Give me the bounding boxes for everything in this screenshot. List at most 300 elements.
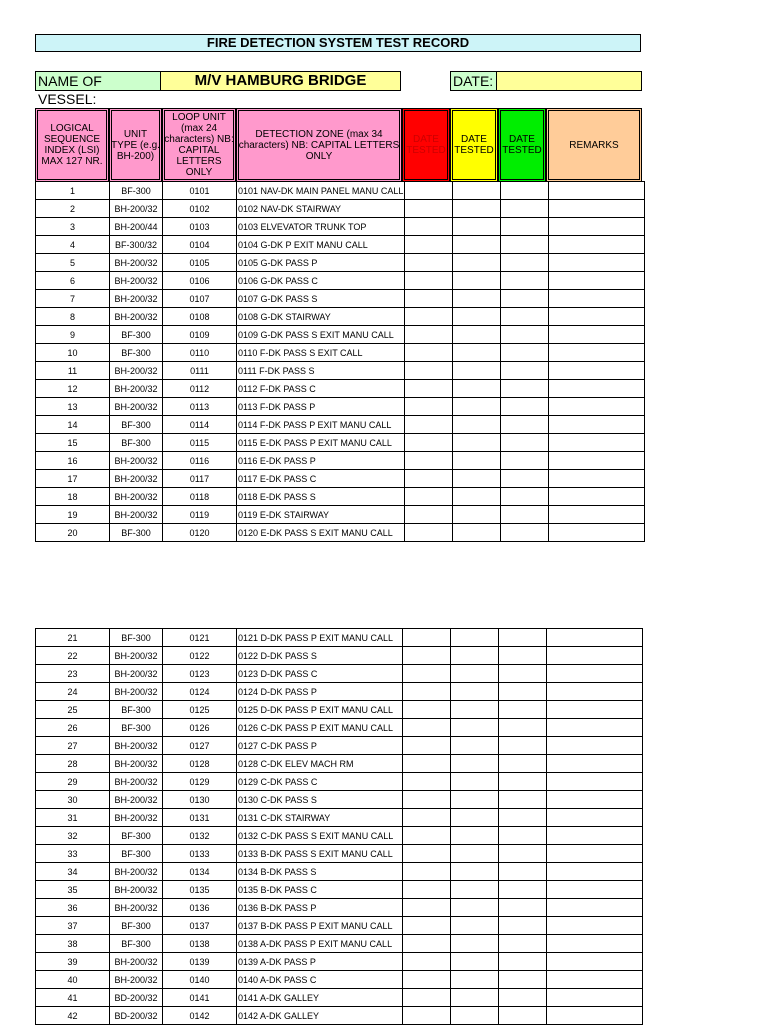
cell-date-tested-1[interactable] [403,665,451,683]
cell-remarks[interactable] [549,380,645,398]
cell-remarks[interactable] [549,254,645,272]
cell-date-tested-2[interactable] [453,398,501,416]
cell-date-tested-3[interactable] [499,1007,547,1025]
table-row [36,845,643,863]
header-date-tested-1: DATE TESTED [402,108,450,182]
cell-loop-unit: 0113 [163,398,237,416]
cell-date-tested-3[interactable] [501,344,549,362]
cell-detection-zone: 0121 D-DK PASS P EXIT MANU CALL [237,629,403,647]
cell-remarks[interactable] [549,236,645,254]
cell-loop-unit: 0120 [163,524,237,542]
cell-remarks[interactable] [549,362,645,380]
cell-loop-unit: 0128 [163,755,237,773]
cell-date-tested-3[interactable] [499,827,547,845]
cell-date-tested-1[interactable] [405,290,453,308]
cell-date-tested-2[interactable] [453,326,501,344]
cell-date-tested-2[interactable] [451,809,499,827]
cell-date-tested-3[interactable] [499,971,547,989]
cell-date-tested-2[interactable] [451,755,499,773]
header-remarks: REMARKS [546,108,642,182]
cell-date-tested-3[interactable] [501,488,549,506]
cell-date-tested-2[interactable] [451,1007,499,1025]
cell-date-tested-3[interactable] [499,629,547,647]
cell-loop-unit: 0127 [163,737,237,755]
cell-unit-type: BH-200/32 [110,380,163,398]
cell-loop-unit: 0118 [163,488,237,506]
table-row [36,398,645,416]
cell-date-tested-3[interactable] [499,899,547,917]
cell-date-tested-1[interactable] [403,989,451,1007]
cell-date-tested-3[interactable] [499,863,547,881]
cell-remarks[interactable] [547,665,643,683]
cell-remarks[interactable] [547,629,643,647]
cell-date-tested-3[interactable] [499,881,547,899]
cell-remarks[interactable] [547,791,643,809]
table-row [36,755,643,773]
cell-date-tested-1[interactable] [405,470,453,488]
cell-lsi: 33 [36,845,110,863]
cell-remarks[interactable] [547,971,643,989]
cell-detection-zone: 0142 A-DK GALLEY [237,1007,403,1025]
cell-lsi: 35 [36,881,110,899]
cell-lsi: 15 [36,434,110,452]
table-row [36,665,643,683]
cell-lsi: 21 [36,629,110,647]
cell-remarks[interactable] [547,719,643,737]
cell-remarks[interactable] [549,218,645,236]
cell-remarks[interactable] [547,935,643,953]
cell-remarks[interactable] [547,809,643,827]
cell-detection-zone: 0141 A-DK GALLEY [237,989,403,1007]
cell-date-tested-2[interactable] [451,845,499,863]
cell-unit-type: BH-200/32 [110,971,163,989]
cell-remarks[interactable] [547,647,643,665]
cell-date-tested-2[interactable] [451,917,499,935]
cell-unit-type: BH-200/32 [110,953,163,971]
cell-date-tested-1[interactable] [403,629,451,647]
cell-detection-zone: 0111 F-DK PASS S [237,362,405,380]
cell-date-tested-2[interactable] [453,488,501,506]
table-row [36,683,643,701]
cell-date-tested-3[interactable] [501,398,549,416]
cell-detection-zone: 0105 G-DK PASS P [237,254,405,272]
cell-date-tested-1[interactable] [405,506,453,524]
cell-detection-zone: 0103 ELVEVATOR TRUNK TOP [237,218,405,236]
cell-date-tested-2[interactable] [453,344,501,362]
cell-detection-zone: 0108 G-DK STAIRWAY [237,308,405,326]
cell-unit-type: BH-200/32 [110,899,163,917]
cell-date-tested-1[interactable] [403,863,451,881]
cell-loop-unit: 0132 [163,827,237,845]
cell-loop-unit: 0101 [163,182,237,200]
table-row [36,953,643,971]
cell-date-tested-3[interactable] [501,452,549,470]
cell-unit-type: BF-300 [110,416,163,434]
cell-date-tested-2[interactable] [451,935,499,953]
cell-date-tested-2[interactable] [453,272,501,290]
cell-remarks[interactable] [549,506,645,524]
cell-detection-zone: 0119 E-DK STAIRWAY [237,506,405,524]
cell-lsi: 11 [36,362,110,380]
cell-remarks[interactable] [547,845,643,863]
cell-date-tested-2[interactable] [451,683,499,701]
cell-lsi: 10 [36,344,110,362]
cell-date-tested-2[interactable] [451,881,499,899]
table-row [36,647,643,665]
cell-date-tested-2[interactable] [453,182,501,200]
cell-detection-zone: 0123 D-DK PASS C [237,665,403,683]
cell-remarks[interactable] [547,827,643,845]
header-loop-unit: LOOP UNIT (max 24 characters) NB: CAPITAL LETTERS ONLY [162,108,236,182]
cell-detection-zone: 0129 C-DK PASS C [237,773,403,791]
cell-date-tested-3[interactable] [499,755,547,773]
cell-date-tested-3[interactable] [499,665,547,683]
cell-date-tested-1[interactable] [405,308,453,326]
cell-unit-type: BH-200/32 [110,290,163,308]
cell-date-tested-3[interactable] [501,218,549,236]
cell-date-tested-1[interactable] [405,362,453,380]
cell-date-tested-2[interactable] [451,737,499,755]
cell-remarks[interactable] [549,524,645,542]
cell-date-tested-1[interactable] [403,791,451,809]
cell-date-tested-1[interactable] [403,719,451,737]
cell-date-tested-3[interactable] [499,737,547,755]
cell-lsi: 4 [36,236,110,254]
cell-remarks[interactable] [549,200,645,218]
cell-date-tested-3[interactable] [501,272,549,290]
table-row [36,308,645,326]
cell-date-tested-1[interactable] [405,434,453,452]
cell-loop-unit: 0108 [163,308,237,326]
cell-lsi: 6 [36,272,110,290]
date-value-field[interactable] [497,71,642,91]
cell-date-tested-3[interactable] [501,434,549,452]
cell-date-tested-3[interactable] [499,701,547,719]
cell-detection-zone: 0109 G-DK PASS S EXIT MANU CALL [237,326,405,344]
cell-date-tested-2[interactable] [451,971,499,989]
cell-date-tested-3[interactable] [499,953,547,971]
cell-remarks[interactable] [549,470,645,488]
cell-date-tested-1[interactable] [405,524,453,542]
cell-lsi: 17 [36,470,110,488]
cell-date-tested-2[interactable] [453,434,501,452]
table-row [36,434,645,452]
cell-detection-zone: 0117 E-DK PASS C [237,470,405,488]
cell-lsi: 26 [36,719,110,737]
cell-date-tested-3[interactable] [499,809,547,827]
cell-remarks[interactable] [549,308,645,326]
cell-date-tested-3[interactable] [499,683,547,701]
cell-remarks[interactable] [549,326,645,344]
cell-unit-type: BF-300 [110,524,163,542]
cell-unit-type: BH-200/32 [110,647,163,665]
cell-lsi: 23 [36,665,110,683]
cell-unit-type: BF-300 [110,701,163,719]
cell-remarks[interactable] [547,917,643,935]
cell-date-tested-1[interactable] [405,416,453,434]
cell-date-tested-1[interactable] [403,881,451,899]
cell-loop-unit: 0114 [163,416,237,434]
cell-date-tested-1[interactable] [405,452,453,470]
cell-date-tested-3[interactable] [499,845,547,863]
cell-date-tested-1[interactable] [403,773,451,791]
cell-lsi: 2 [36,200,110,218]
cell-date-tested-1[interactable] [405,326,453,344]
cell-date-tested-2[interactable] [453,290,501,308]
cell-remarks[interactable] [547,899,643,917]
cell-date-tested-1[interactable] [403,683,451,701]
vessel-name-label: NAME OF VESSEL: [35,71,161,91]
cell-unit-type: BH-200/32 [110,398,163,416]
cell-remarks[interactable] [549,434,645,452]
cell-date-tested-2[interactable] [453,362,501,380]
cell-remarks[interactable] [547,953,643,971]
header-detection-zone: DETECTION ZONE (max 34 characters) NB: CAPITAL LETTERS ONLY [236,108,402,182]
cell-remarks[interactable] [549,452,645,470]
cell-remarks[interactable] [547,863,643,881]
date-label: DATE: [450,71,497,91]
cell-date-tested-1[interactable] [403,917,451,935]
cell-date-tested-1[interactable] [403,953,451,971]
cell-date-tested-2[interactable] [451,863,499,881]
cell-date-tested-2[interactable] [453,506,501,524]
cell-unit-type: BH-200/44 [110,218,163,236]
cell-detection-zone: 0131 C-DK STAIRWAY [237,809,403,827]
table-row [36,737,643,755]
cell-date-tested-3[interactable] [499,647,547,665]
cell-loop-unit: 0123 [163,665,237,683]
cell-lsi: 3 [36,218,110,236]
table-row [36,380,645,398]
table-row [36,935,643,953]
cell-detection-zone: 0132 C-DK PASS S EXIT MANU CALL [237,827,403,845]
cell-unit-type: BH-200/32 [110,809,163,827]
cell-loop-unit: 0112 [163,380,237,398]
cell-detection-zone: 0115 E-DK PASS P EXIT MANU CALL [237,434,405,452]
cell-remarks[interactable] [549,182,645,200]
cell-date-tested-2[interactable] [453,200,501,218]
table-row [36,989,643,1007]
vessel-name-value[interactable]: M/V HAMBURG BRIDGE [161,71,401,91]
cell-loop-unit: 0134 [163,863,237,881]
table-row [36,863,643,881]
cell-loop-unit: 0111 [163,362,237,380]
cell-date-tested-1[interactable] [405,218,453,236]
table-row [36,488,645,506]
cell-date-tested-2[interactable] [453,470,501,488]
cell-unit-type: BH-200/32 [110,863,163,881]
cell-unit-type: BH-200/32 [110,737,163,755]
cell-remarks[interactable] [547,989,643,1007]
table-row [36,416,645,434]
cell-date-tested-1[interactable] [405,488,453,506]
cell-loop-unit: 0136 [163,899,237,917]
cell-detection-zone: 0135 B-DK PASS C [237,881,403,899]
table-row [36,236,645,254]
cell-date-tested-2[interactable] [453,380,501,398]
cell-unit-type: BF-300 [110,845,163,863]
cell-date-tested-3[interactable] [501,524,549,542]
cell-unit-type: BF-300 [110,827,163,845]
cell-remarks[interactable] [549,290,645,308]
cell-date-tested-1[interactable] [405,254,453,272]
cell-date-tested-2[interactable] [453,416,501,434]
cell-detection-zone: 0136 B-DK PASS P [237,899,403,917]
cell-date-tested-2[interactable] [453,254,501,272]
cell-detection-zone: 0113 F-DK PASS P [237,398,405,416]
cell-date-tested-3[interactable] [501,470,549,488]
cell-date-tested-2[interactable] [451,773,499,791]
cell-remarks[interactable] [547,683,643,701]
cell-date-tested-3[interactable] [501,236,549,254]
cell-date-tested-1[interactable] [403,737,451,755]
cell-lsi: 39 [36,953,110,971]
cell-detection-zone: 0110 F-DK PASS S EXIT CALL [237,344,405,362]
cell-date-tested-1[interactable] [403,971,451,989]
cell-unit-type: BF-300 [110,326,163,344]
cell-remarks[interactable] [547,755,643,773]
cell-date-tested-1[interactable] [405,344,453,362]
cell-date-tested-2[interactable] [451,827,499,845]
cell-detection-zone: 0124 D-DK PASS P [237,683,403,701]
cell-lsi: 38 [36,935,110,953]
cell-date-tested-2[interactable] [453,236,501,254]
cell-detection-zone: 0101 NAV-DK MAIN PANEL MANU CALL [237,182,405,200]
cell-date-tested-3[interactable] [501,506,549,524]
cell-date-tested-2[interactable] [451,665,499,683]
cell-date-tested-1[interactable] [405,182,453,200]
cell-remarks[interactable] [547,737,643,755]
cell-lsi: 27 [36,737,110,755]
table-header [35,108,642,182]
cell-loop-unit: 0119 [163,506,237,524]
cell-date-tested-2[interactable] [453,524,501,542]
cell-unit-type: BH-200/32 [110,362,163,380]
cell-date-tested-3[interactable] [499,917,547,935]
cell-date-tested-3[interactable] [499,719,547,737]
cell-loop-unit: 0137 [163,917,237,935]
test-record-table-page1 [35,181,645,542]
cell-date-tested-3[interactable] [501,380,549,398]
cell-remarks[interactable] [549,398,645,416]
cell-loop-unit: 0102 [163,200,237,218]
cell-date-tested-2[interactable] [453,218,501,236]
cell-unit-type: BF-300 [110,629,163,647]
cell-date-tested-3[interactable] [501,182,549,200]
cell-unit-type: BH-200/32 [110,272,163,290]
cell-date-tested-2[interactable] [451,791,499,809]
cell-date-tested-2[interactable] [453,308,501,326]
cell-date-tested-2[interactable] [451,953,499,971]
table-row [36,272,645,290]
cell-loop-unit: 0122 [163,647,237,665]
cell-loop-unit: 0109 [163,326,237,344]
cell-date-tested-3[interactable] [499,773,547,791]
cell-date-tested-3[interactable] [501,308,549,326]
cell-detection-zone: 0114 F-DK PASS P EXIT MANU CALL [237,416,405,434]
cell-date-tested-3[interactable] [499,935,547,953]
cell-date-tested-3[interactable] [501,326,549,344]
cell-detection-zone: 0122 D-DK PASS S [237,647,403,665]
cell-date-tested-2[interactable] [451,719,499,737]
cell-date-tested-3[interactable] [501,254,549,272]
cell-unit-type: BH-200/32 [110,683,163,701]
cell-unit-type: BD-200/32 [110,1007,163,1025]
cell-detection-zone: 0126 C-DK PASS P EXIT MANU CALL [237,719,403,737]
cell-loop-unit: 0129 [163,773,237,791]
cell-remarks[interactable] [547,881,643,899]
cell-remarks[interactable] [549,272,645,290]
cell-date-tested-3[interactable] [499,989,547,1007]
cell-date-tested-3[interactable] [501,290,549,308]
cell-date-tested-1[interactable] [403,1007,451,1025]
cell-lsi: 14 [36,416,110,434]
cell-date-tested-3[interactable] [501,416,549,434]
cell-detection-zone: 0107 G-DK PASS S [237,290,405,308]
cell-lsi: 24 [36,683,110,701]
cell-remarks[interactable] [549,488,645,506]
cell-date-tested-1[interactable] [403,647,451,665]
cell-date-tested-1[interactable] [405,398,453,416]
cell-date-tested-1[interactable] [405,272,453,290]
cell-date-tested-3[interactable] [501,200,549,218]
cell-date-tested-1[interactable] [403,701,451,719]
cell-date-tested-1[interactable] [403,827,451,845]
cell-loop-unit: 0107 [163,290,237,308]
cell-date-tested-2[interactable] [451,629,499,647]
table-row [36,773,643,791]
table-row [36,182,645,200]
table-row [36,701,643,719]
cell-date-tested-1[interactable] [403,935,451,953]
cell-date-tested-1[interactable] [403,755,451,773]
cell-date-tested-2[interactable] [451,989,499,1007]
cell-date-tested-1[interactable] [403,809,451,827]
cell-date-tested-1[interactable] [405,236,453,254]
cell-unit-type: BH-200/32 [110,755,163,773]
cell-date-tested-2[interactable] [451,701,499,719]
cell-date-tested-1[interactable] [405,200,453,218]
cell-lsi: 40 [36,971,110,989]
cell-unit-type: BD-200/32 [110,989,163,1007]
cell-lsi: 41 [36,989,110,1007]
table-row [36,719,643,737]
cell-date-tested-3[interactable] [499,791,547,809]
cell-loop-unit: 0116 [163,452,237,470]
cell-unit-type: BH-200/32 [110,773,163,791]
cell-date-tested-2[interactable] [451,647,499,665]
cell-date-tested-1[interactable] [403,845,451,863]
cell-date-tested-2[interactable] [453,452,501,470]
cell-date-tested-2[interactable] [451,899,499,917]
cell-date-tested-1[interactable] [405,380,453,398]
table-row [36,809,643,827]
cell-remarks[interactable] [549,344,645,362]
cell-detection-zone: 0104 G-DK P EXIT MANU CALL [237,236,405,254]
cell-lsi: 7 [36,290,110,308]
cell-loop-unit: 0106 [163,272,237,290]
cell-loop-unit: 0103 [163,218,237,236]
cell-unit-type: BH-200/32 [110,488,163,506]
cell-date-tested-3[interactable] [501,362,549,380]
cell-remarks[interactable] [547,773,643,791]
cell-remarks[interactable] [547,701,643,719]
page-title: FIRE DETECTION SYSTEM TEST RECORD [35,34,641,52]
cell-remarks[interactable] [549,416,645,434]
cell-unit-type: BF-300 [110,917,163,935]
cell-date-tested-1[interactable] [403,899,451,917]
cell-remarks[interactable] [547,1007,643,1025]
